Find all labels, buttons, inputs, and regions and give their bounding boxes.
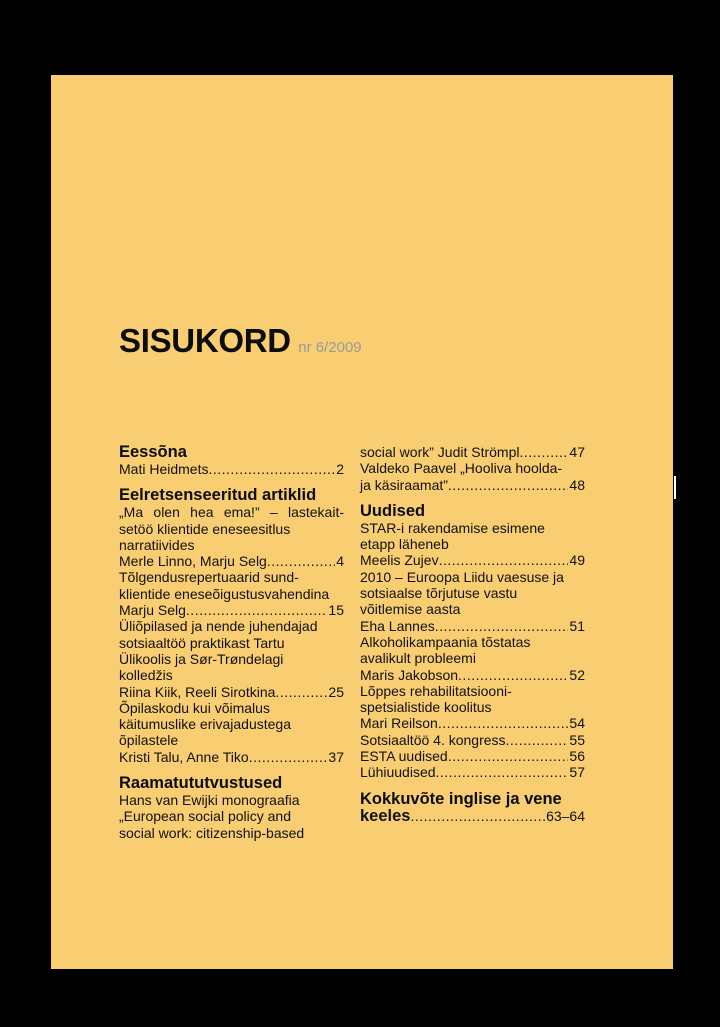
article-title-line: social work: citizenship-based xyxy=(119,824,305,841)
dot-leader xyxy=(448,748,569,764)
article-title-line: kolledžis xyxy=(119,667,173,684)
section-heading: Uudised xyxy=(360,501,426,520)
entry-text: Sotsiaaltöö 4. kongress xyxy=(360,731,506,748)
dot-leader xyxy=(439,552,569,568)
article-title-line: narratiivides xyxy=(119,536,195,553)
toc-left-column xyxy=(119,444,344,851)
dot-leader xyxy=(435,618,569,634)
entry-author: Eha Lannes xyxy=(360,617,435,634)
article-title-line: Üliõpilased ja nende juhendajad xyxy=(119,618,318,635)
toc-article[interactable] xyxy=(360,634,585,683)
article-title-line: sotsiaaltöö praktikast Tartu xyxy=(119,634,285,651)
page-number: 15 xyxy=(328,602,344,619)
article-title-line: STAR-i rakendamise esimene xyxy=(360,519,545,536)
dot-leader xyxy=(249,749,328,765)
article-title-line: setöö klientide eneseesitlus xyxy=(119,520,291,537)
article-title-line: avalikult probleemi xyxy=(360,650,476,667)
section-uudised xyxy=(360,503,585,781)
toc-article[interactable] xyxy=(360,683,585,732)
toc-entry[interactable] xyxy=(360,748,585,764)
issue-number: nr 6/2009 xyxy=(298,339,362,356)
toc-entry[interactable] xyxy=(119,461,344,477)
toc-right-column xyxy=(360,444,585,834)
article-title-line: etapp läheneb xyxy=(360,536,449,553)
entry-author: Merle Linno, Marju Selg xyxy=(119,553,267,570)
entry-text: Lühiuudised xyxy=(360,764,436,781)
toc-article[interactable] xyxy=(360,520,585,569)
section-heading-continued: keeles xyxy=(360,806,411,825)
title-main: SISUKORD xyxy=(119,322,291,359)
article-title-line: võitlemise aasta xyxy=(360,601,461,618)
toc-author-row xyxy=(360,715,585,731)
section-heading: Eessõna xyxy=(119,443,187,461)
page-number: 47 xyxy=(569,444,585,460)
page-number: 63–64 xyxy=(546,807,585,824)
page-number: 37 xyxy=(328,748,344,765)
dot-leader xyxy=(186,602,328,618)
dot-leader xyxy=(436,764,569,780)
toc-article[interactable] xyxy=(119,792,344,841)
article-title-line: spetsialistide koolitus xyxy=(360,699,492,716)
toc-entry[interactable] xyxy=(360,764,585,780)
toc-article[interactable] xyxy=(360,460,585,493)
section-raamatututvustused xyxy=(119,775,344,841)
toc-article[interactable] xyxy=(360,569,585,634)
entry-author: Maris Jakobson xyxy=(360,666,459,683)
page-number: 57 xyxy=(569,764,585,781)
article-title-line: Ülikoolis ja Sør-Trøndelagi xyxy=(119,650,284,667)
dot-leader xyxy=(458,667,568,683)
section-eessona xyxy=(119,444,344,477)
section-raamatututvustused-continued xyxy=(360,444,585,493)
toc-entry[interactable] xyxy=(360,444,585,460)
page-number: 55 xyxy=(569,731,585,748)
article-title-line: sotsiaalse tõrjutuse vastu xyxy=(360,585,518,602)
page-number: 56 xyxy=(569,748,585,765)
page-number: 4 xyxy=(336,553,344,570)
article-title-line: Lõppes rehabilitatsiooni- xyxy=(360,682,512,699)
dot-leader xyxy=(267,553,335,569)
toc-author-row xyxy=(119,684,344,700)
toc-page xyxy=(51,75,673,969)
page-number: 2 xyxy=(336,461,344,477)
entry-text: social work” Judit Strömpl xyxy=(360,444,520,460)
article-title-line: õpilastele xyxy=(119,732,179,749)
entry-author: Kristi Talu, Anne Tiko xyxy=(119,748,249,765)
article-title-line: „Ma olen hea ema!” – lastekait- xyxy=(119,504,344,521)
page-title xyxy=(119,322,362,360)
article-title-line: Õpilaskodu kui võimalus xyxy=(119,699,270,716)
article-title-line: Tõlgendusrepertuaarid sund- xyxy=(119,569,299,586)
entry-author: Marju Selg xyxy=(119,602,186,619)
toc-article[interactable] xyxy=(119,700,344,765)
dot-leader xyxy=(275,684,327,700)
toc-author-row xyxy=(360,552,585,568)
page-number: 52 xyxy=(569,666,585,683)
page-number: 54 xyxy=(569,715,585,732)
toc-author-row xyxy=(360,667,585,683)
dot-leader xyxy=(438,715,569,731)
dot-leader xyxy=(448,477,569,493)
section-kokkuvote[interactable] xyxy=(360,791,585,824)
entry-author: Meelis Zujev xyxy=(360,552,439,569)
toc-entry[interactable] xyxy=(360,732,585,748)
entry-text: ja käsiraamat” xyxy=(360,476,448,493)
entry-author: Mari Reilson xyxy=(360,715,438,732)
article-title-line: 2010 – Euroopa Liidu vaesuse ja xyxy=(360,568,564,585)
entry-author: Mati Heidmets xyxy=(119,461,209,477)
page-number: 25 xyxy=(328,683,344,700)
dot-leader xyxy=(410,808,545,824)
toc-article[interactable] xyxy=(119,504,344,569)
dot-leader xyxy=(506,732,569,748)
article-title-line: käitumuslike erivajadustega xyxy=(119,716,291,733)
toc-article[interactable] xyxy=(119,618,344,699)
section-heading: Kokkuvõte inglise ja vene xyxy=(360,789,562,808)
page-edge-marker xyxy=(674,476,676,499)
page-number: 49 xyxy=(569,552,585,569)
article-title-line: klientide eneseõigustusvahendina xyxy=(119,585,330,602)
article-title-line: „European social policy and xyxy=(119,808,291,825)
dot-leader xyxy=(520,444,569,460)
article-title-line: Alkoholikampaania tõstatas xyxy=(360,633,531,650)
toc-article[interactable] xyxy=(119,569,344,618)
toc-entry xyxy=(360,808,585,824)
article-title-line: Valdeko Paavel „Hooliva hoolda- xyxy=(360,460,563,477)
page-number: 48 xyxy=(569,476,585,493)
page-number: 51 xyxy=(569,617,585,634)
toc-author-row xyxy=(119,749,344,765)
article-title-line: Hans van Ewijki monograafia xyxy=(119,792,300,809)
entry-text: ESTA uudised xyxy=(360,748,448,765)
section-heading: Raamatututvustused xyxy=(119,774,283,793)
section-heading: Eelretsenseeritud artiklid xyxy=(119,486,317,505)
toc-author-row xyxy=(360,477,585,493)
dot-leader xyxy=(208,461,335,477)
entry-author: Riina Kiik, Reeli Sirotkina xyxy=(119,683,276,700)
toc-author-row xyxy=(119,553,344,569)
section-eelretsenseeritud xyxy=(119,487,344,765)
toc-author-row xyxy=(360,618,585,634)
toc-author-row xyxy=(119,602,344,618)
